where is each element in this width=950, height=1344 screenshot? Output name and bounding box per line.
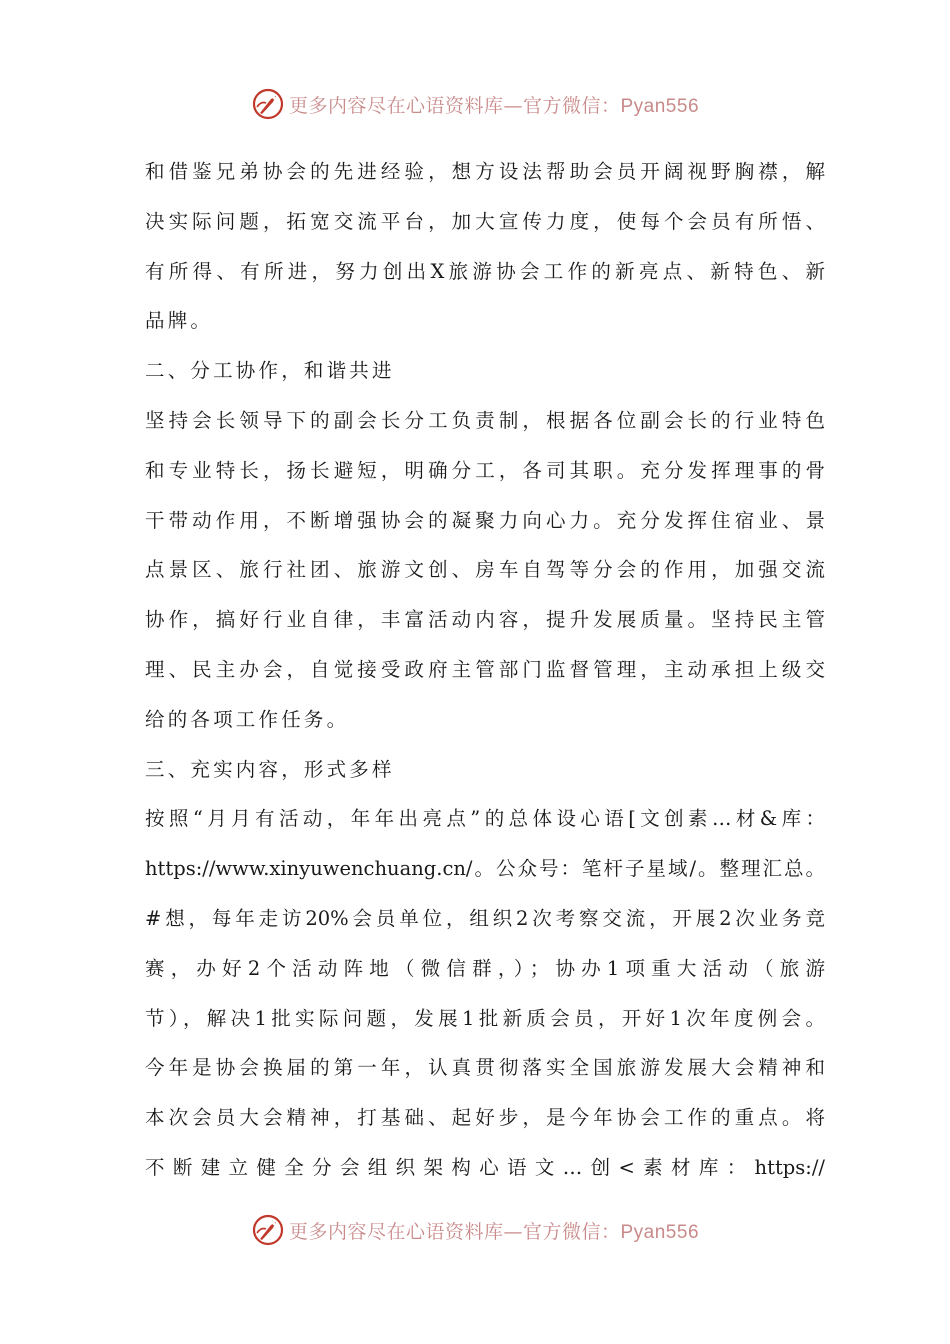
pen-nib-logo-icon (251, 87, 285, 121)
document-body (145, 147, 825, 1193)
footer-wechat-id: Pyan556 (620, 1221, 700, 1243)
body-line: 给的各项工作任务。 (145, 707, 350, 731)
header-brand-label: 更多内容尽在心语资料库—官方微信： (288, 94, 621, 117)
footer-banner (0, 1210, 950, 1250)
section-heading: 二、分工协作，和谐共进 (145, 359, 395, 383)
body-line: 干带动作用，不断增强协会的凝聚力向心力。充分发挥住宿业、景 (145, 508, 825, 532)
body-line: 点景区、旅行社团、旅游文创、房车自驾等分会的作用，加强交流 (145, 558, 825, 582)
body-line: 决实际问题，拓宽交流平台，加大宣传力度，使每个会员有所悟、 (145, 209, 825, 233)
body-line: #想，每年走访20%会员单位，组织2次考察交流，开展2次业务竞 (145, 906, 825, 930)
body-line: 按照“月月有活动，年年出亮点”的总体设心语[文创素…材&库： (145, 807, 825, 831)
header-brand-text (289, 91, 699, 118)
body-line: 不断建立健全分会组织架构心语文…创<素材库：https:// (145, 1155, 825, 1179)
body-line: 和专业特长，扬长避短，明确分工，各司其职。充分发挥理事的骨 (145, 458, 825, 482)
body-line: 品牌。 (145, 309, 214, 333)
body-line: 有所得、有所进，努力创出X旅游协会工作的新亮点、新特色、新 (145, 259, 825, 283)
body-line: 坚持会长领导下的副会长分工负责制，根据各位副会长的行业特色 (145, 408, 825, 432)
body-line: 节），解决1批实际问题，发展1批新质会员，开好1次年度例会。 (145, 1006, 825, 1030)
body-line: 理、民主办会，自觉接受政府主管部门监督管理，主动承担上级交 (145, 657, 825, 681)
pen-nib-logo-icon (251, 1213, 285, 1247)
body-line: 赛，办好2个活动阵地（微信群，）；协办1项重大活动（旅游 (145, 956, 825, 980)
body-line: 协作，搞好行业自律，丰富活动内容，提升发展质量。坚持民主管 (145, 608, 825, 632)
header-wechat-id: Pyan556 (620, 95, 700, 117)
section-heading: 三、充实内容，形式多样 (145, 757, 395, 781)
header-banner (0, 84, 950, 124)
body-line: https://www.xinyuwenchuang.cn/。公众号：笔杆子星域/。整理汇总。 (145, 857, 825, 881)
footer-brand-text (289, 1217, 699, 1244)
body-line: 和借鉴兄弟协会的先进经验，想方设法帮助会员开阔视野胸襟，解 (145, 160, 825, 183)
footer-brand-label: 更多内容尽在心语资料库—官方微信： (288, 1220, 621, 1243)
body-line: 今年是协会换届的第一年，认真贯彻落实全国旅游发展大会精神和 (145, 1056, 825, 1080)
body-line: 本次会员大会精神，打基础、起好步，是今年协会工作的重点。将 (145, 1106, 825, 1130)
